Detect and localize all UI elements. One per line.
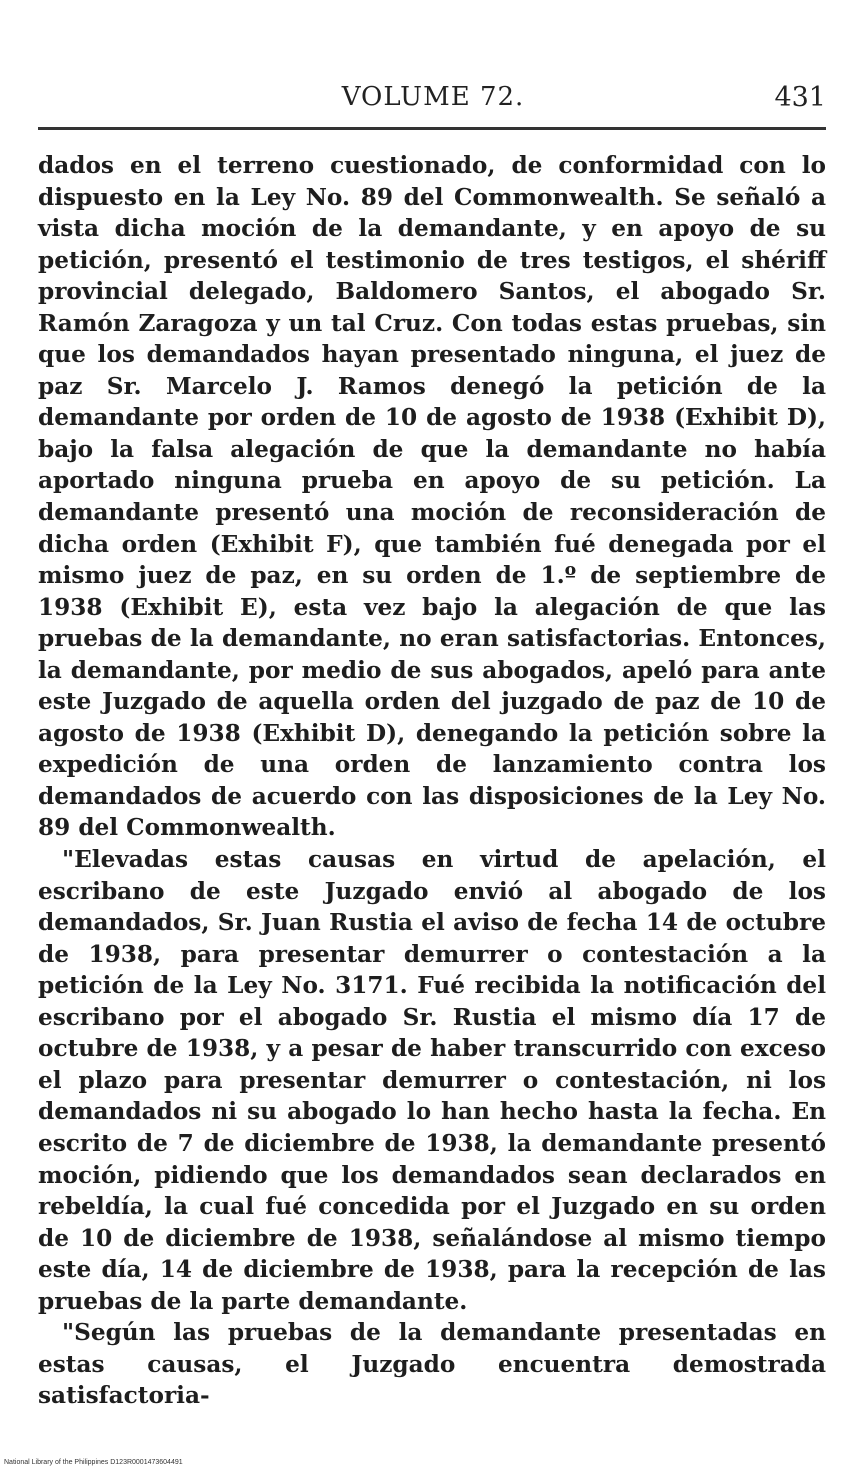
page-header — [40, 82, 826, 122]
source-footer: National Library of the Philippines D123R0001473604491 — [4, 1459, 183, 1466]
header-rule — [38, 127, 826, 130]
page-number: 431 — [774, 82, 826, 113]
paragraph-2: "Elevadas estas causas en virtud de apelación, el escribano de este Juzgado envió al abogado de los demandados, Sr. Juan Rustia el aviso de fecha 14 de octubre de 1938, para presentar demurrer o contestación a la petición de la Ley No. 3171. Fué recibida la notificación del escribano por el abogado Sr. Rustia el mismo día 17 de octubre de 1938, y a pesar de haber transcurrido con exceso el plazo para presentar demurrer o contestación, ni los demandados ni su abogado lo han hecho hasta la fecha. En escrito de 7 de diciembre de 1938, la demandante presentó moción, pidiendo que los demandados sean declarados en rebeldía, la cual fué concedida por el Juzgado en su orden de 10 de diciembre de 1938, señalándose al mismo tiempo este día, 14 de diciembre de 1938, para la recepción de las pruebas de la parte demandante. — [38, 846, 826, 1315]
paragraph-1: dados en el terreno cuestionado, de conformidad con lo dispuesto en la Ley No. 89 del Commonwealth. Se señaló a vista dicha moción de la demandante, y en apoyo de su petición, presentó el testimonio de tres testigos, el shériff provincial delegado, Baldomero Santos, el abogado Sr. Ramón Zaragoza y un tal Cruz. Con todas estas pruebas, sin que los demandados hayan presentado ninguna, el juez de paz Sr. Marcelo J. Ramos denegó la petición de la demandante por orden de 10 de agosto de 1938 (Exhibit D), bajo la falsa alegación de que la demandante no había aportado ninguna prueba en apoyo de su petición. La demandante presentó una moción de reconsideración de dicha orden (Exhibit F), que también fué denegada por el mismo juez de paz, en su orden de 1.º de septiembre de 1938 (Exhibit E), esta vez bajo la alegación de que las pruebas de la demandante, no eran satisfactorias. Entonces, la demandante, por medio de sus abogados, apeló para ante este Juzgado de aquella orden del juzgado de paz de 10 de agosto de 1938 (Exhibit D), denegando la petición sobre la expedición de una orden de lanzamiento contra los demandados de acuerdo con las disposiciones de la Ley No. 89 del Commonwealth. — [38, 152, 826, 842]
body-text — [38, 150, 826, 1412]
volume-title: VOLUME 72. — [341, 82, 525, 112]
paragraph-3: "Según las pruebas de la demandante presentadas en estas causas, el Juzgado encuentra demostrada satisfactoria- — [38, 1319, 826, 1410]
